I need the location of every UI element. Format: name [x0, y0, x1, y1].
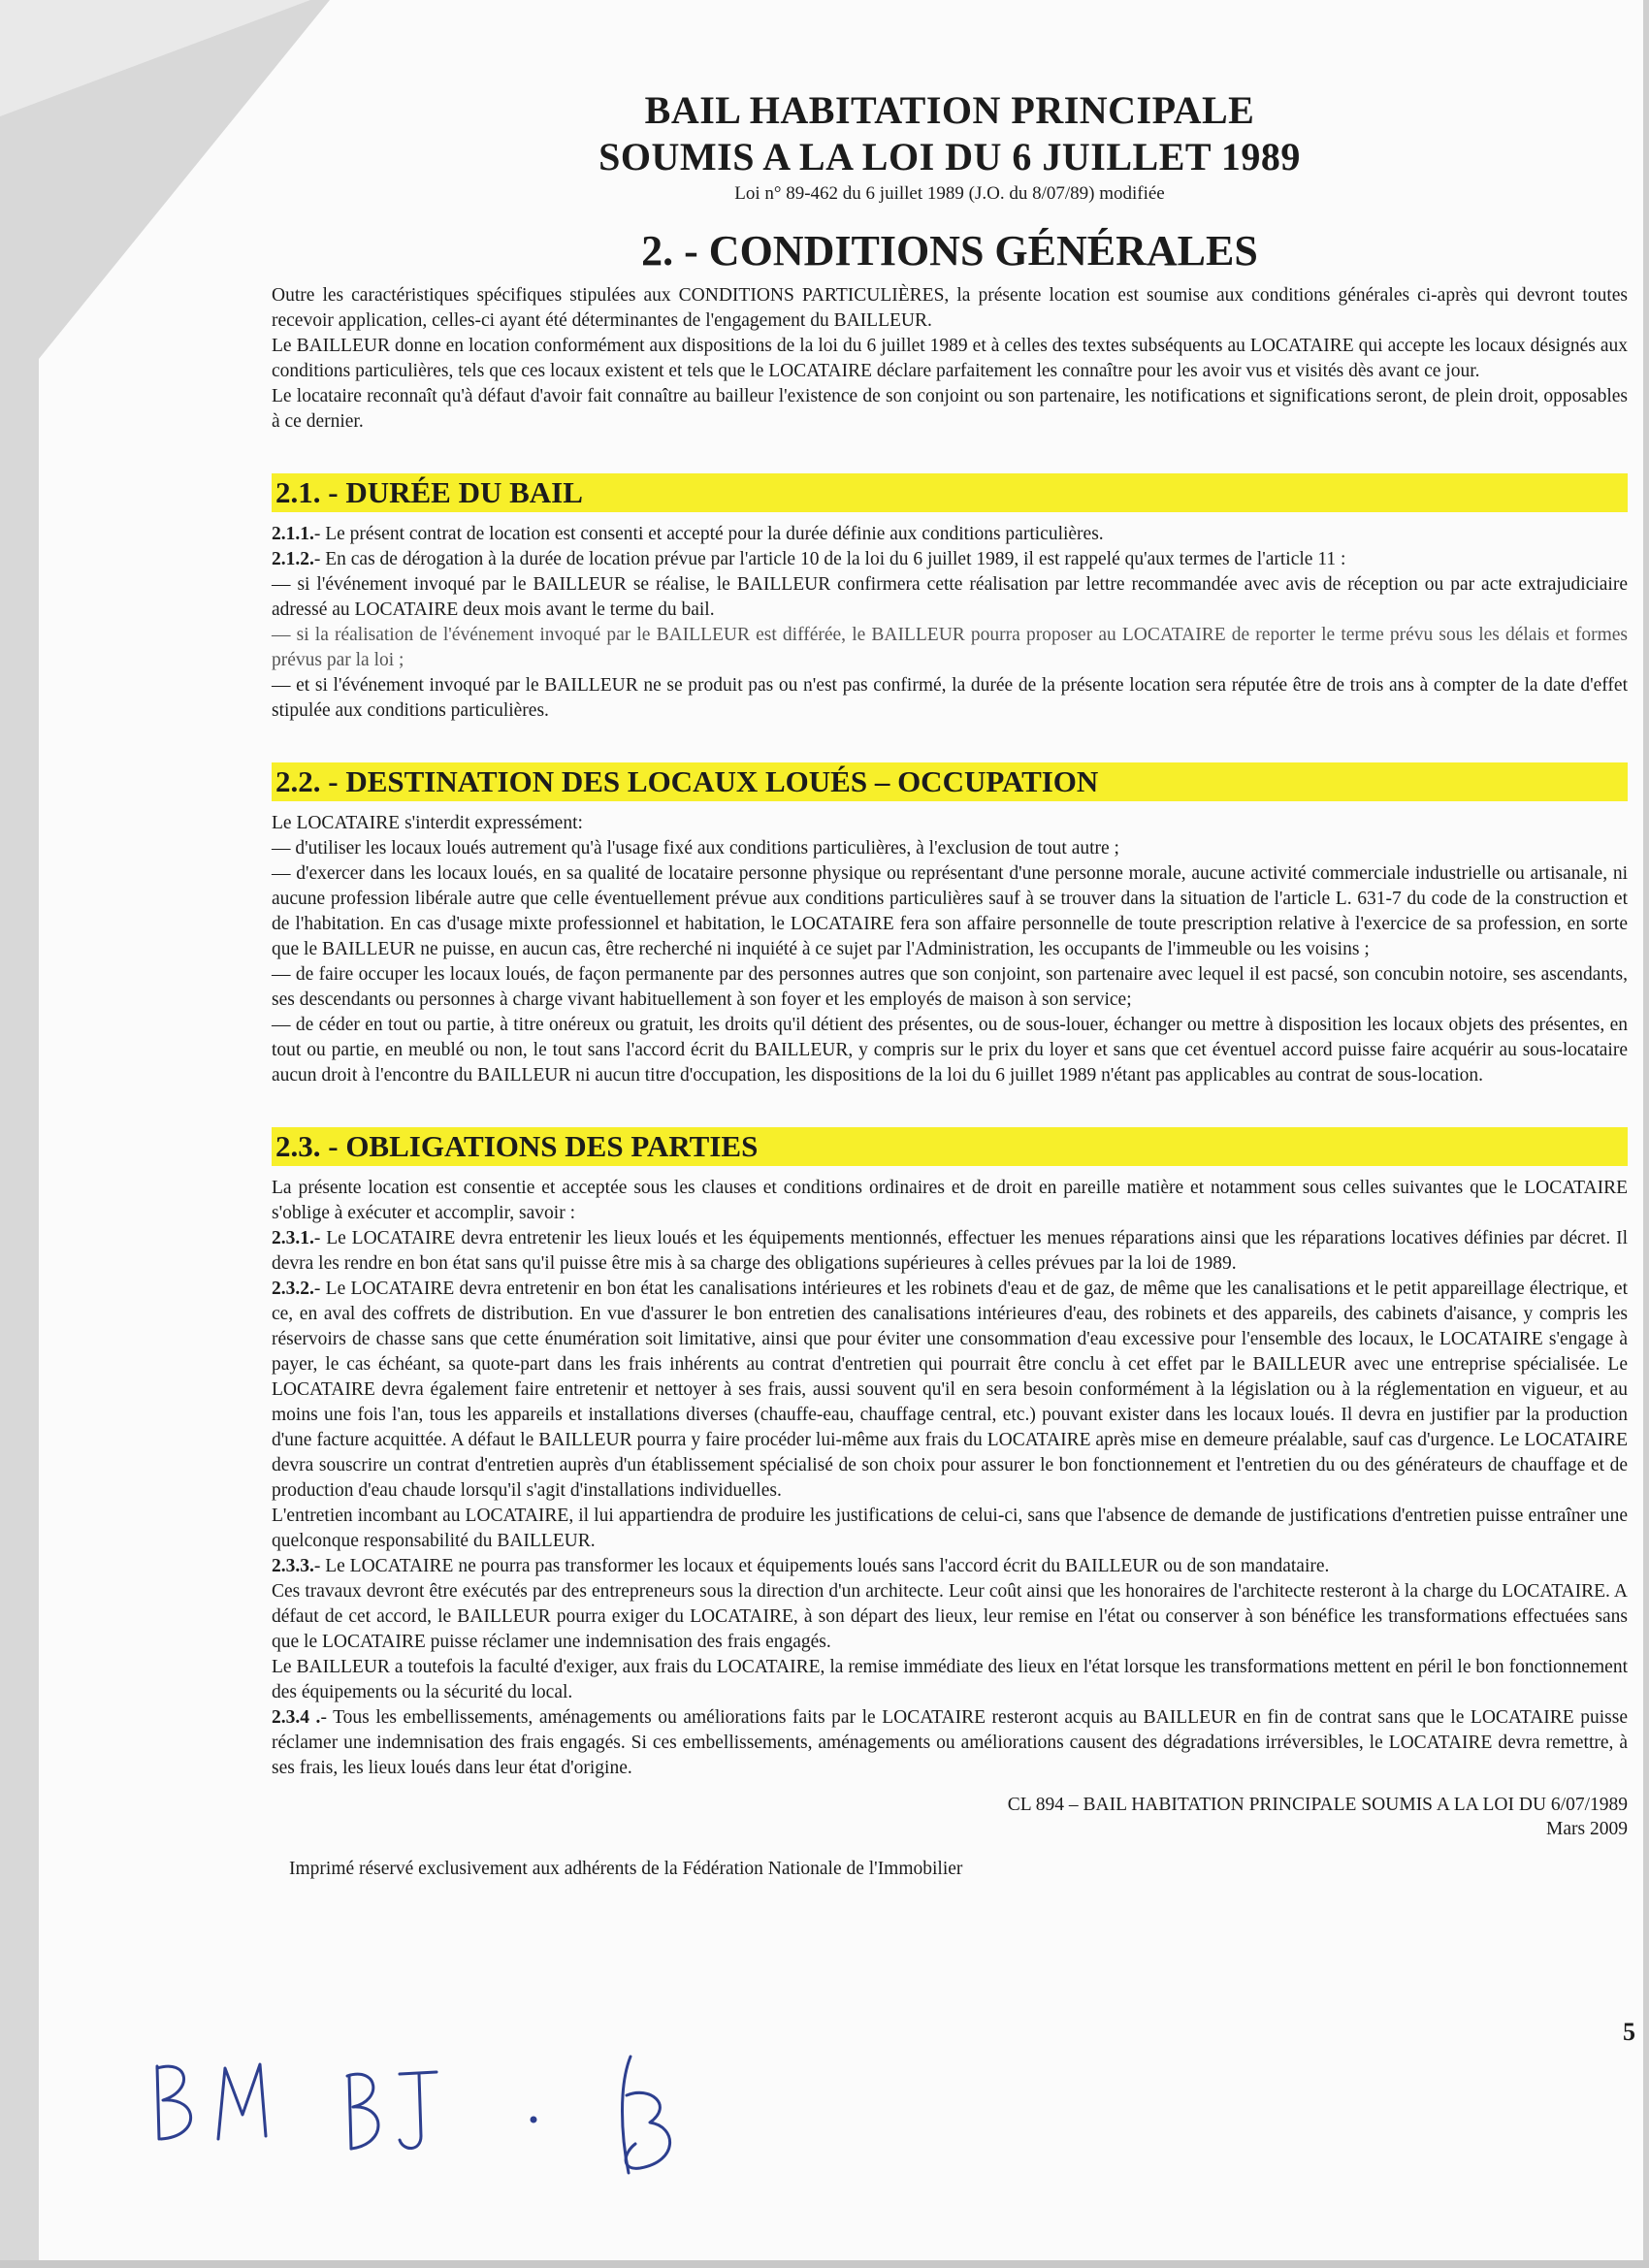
clause-2-2-dash-1: — d'utiliser les locaux loués autrement qu'à l'usage fixé aux conditions particulières, à l'exclusion de tout autre ;	[272, 838, 1119, 859]
clause-2-3-3-continued: Ces travaux devront être exécutés par des entrepreneurs sous la direction d'un architecte. Leur coût ainsi que les honoraires de l'architecte resteront à la charge du LOCATAIRE. A défaut de cet accord, le BAILLEUR pourra exiger du LOCATAIRE, à son départ des lieux, leur remise en l'état ou conserver à son bénéfice les transformations effectuées sans que le LOCATAIRE puisse réclamer une indemnisation des frais engagés.	[272, 1581, 1628, 1652]
initials-bm-mark	[157, 2064, 266, 2139]
section-2-2-heading: 2.2. - DESTINATION DES LOCAUX LOUÉS – OCCUPATION	[272, 762, 1628, 801]
clause-2-2-dash-4: — de céder en tout ou partie, à titre onéreux ou gratuit, les droits qu'il détient des présentes, ou de sous-louer, échanger ou mettre à disposition les locaux objets des présentes, en tout ou partie, en meublé ou non, le tout sans l'accord écrit du BAILLEUR, y compris sur le prix du loyer et sans que cet éventuel accord puisse faire acquérir au sous-locataire aucun droit à l'encontre du BAILLEUR ni aucun titre d'occupation, les dispositions de la loi du 6 juillet 1989 n'étant pas applicables au contrat de sous-location.	[272, 1015, 1628, 1085]
clause-2-2-lead: Le LOCATAIRE s'interdit expressément:	[272, 813, 583, 833]
clause-text: - Le LOCATAIRE devra entretenir les lieux loués et les équipements mentionnés, effectuer les menues réparations ainsi que les réparations locatives définies par décret. Il devra les rendre en bon état sans qu'il puisse être mis à sa charge des obligations supérieures à celles prévues par la loi de 1989.	[272, 1228, 1628, 1274]
clause-number: 2.3.4 .	[272, 1707, 321, 1728]
document-date: Mars 2009	[1546, 1819, 1628, 1839]
clause-number: 2.3.2.	[272, 1279, 314, 1299]
clause-2-3-3	[272, 1554, 1628, 1579]
title-line-2: SOUMIS A LA LOI DU 6 JUILLET 1989	[598, 135, 1301, 178]
clause-2-3-3-continued-2: Le BAILLEUR a toutefois la faculté d'exiger, aux frais du LOCATAIRE, la remise immédiate des lieux en l'état lorsque les transformations mettent en péril le bon fonctionnement des équipements ou la sécurité du local.	[272, 1657, 1628, 1702]
clause-2-3-lead: La présente location est consentie et acceptée sous les clauses et conditions ordinaires et de droit en pareille matière et notamment sous celles suivantes que le LOCATAIRE s'oblige à exécuter et accomplir, savoir :	[272, 1178, 1628, 1223]
clause-2-2-dash-2: — d'exercer dans les locaux loués, en sa qualité de locataire personne physique ou représentant d'une personne morale, aucune activité commerciale industrielle ou artisanale, ni aucune profession libérale autre que celle éventuellement prévue aux conditions particulières sauf à se trouver dans la situation de l'article L. 631-7 du code de la construction et de l'habitation. En cas d'usage mixte professionnel et habitation, le LOCATAIRE fera son affaire personnelle de toute prescription relative à l'exercice de sa profession, en sorte que le BAILLEUR ne puisse, en aucun cas, être recherché ni inquiété à ce sujet par l'Administration, les occupants de l'immeuble ou les voisins ;	[272, 863, 1628, 959]
clause-number: 2.3.1.	[272, 1228, 314, 1248]
page-number: 5	[1623, 2018, 1635, 2046]
clause-2-1-1	[272, 522, 1628, 547]
section-2-1-heading: 2.1. - DURÉE DU BAIL	[272, 473, 1628, 512]
clause-2-3-1	[272, 1226, 1628, 1277]
signature-mark	[623, 2057, 670, 2173]
document-body	[272, 87, 1628, 1882]
handwritten-initials	[146, 2047, 824, 2183]
main-heading: 2. - CONDITIONS GÉNÉRALES	[641, 227, 1258, 275]
clause-text: - En cas de dérogation à la durée de location prévue par l'article 10 de la loi du 6 juillet 1989, il est rappelé qu'aux termes de l'article 11 :	[313, 549, 1346, 569]
intro-paragraph-2: Le BAILLEUR donne en location conformément aux dispositions de la loi du 6 juillet 1989 et à celles des textes subséquents au LOCATAIRE qui accepte les locaux désignés aux conditions particulières, tels que ces locaux existent et tels que le LOCATAIRE déclare parfaitement les connaître pour les avoir vus et visités dès avant ce jour.	[272, 336, 1628, 381]
clause-number: 2.1.1.	[272, 524, 314, 544]
clause-2-3-2-continued: L'entretien incombant au LOCATAIRE, il lui appartiendra de produire les justifications de celui-ci, sans que l'absence de demande de justifications d'entretien puisse entraîner une quelconque responsabilité du BAILLEUR.	[272, 1506, 1628, 1551]
page-edge-right	[1643, 0, 1649, 2268]
clause-2-3-2	[272, 1277, 1628, 1504]
clause-text: - Tous les embellissements, aménagements ou améliorations faits par le LOCATAIRE resteront acquis au BAILLEUR en fin de contrat sans que le LOCATAIRE puisse réclamer une indemnisation des frais engagés. Si ces embellissements, aménagements ou améliorations causent des dégradations irréversibles, le LOCATAIRE devra remettre, à ses frais, les lieux loués dans leur état d'origine.	[272, 1707, 1628, 1778]
clause-2-3-4	[272, 1705, 1628, 1781]
clause-2-1-dash-3: — et si l'événement invoqué par le BAILLEUR ne se produit pas ou n'est pas confirmé, la durée de la présente location sera réputée être de trois ans à compter de la date d'effet stipulée aux conditions particulières.	[272, 675, 1628, 721]
clause-2-2-dash-3: — de faire occuper les locaux loués, de façon permanente par des personnes autres que son conjoint, son partenaire avec lequel il est pacsé, son concubin notoire, ses ascendants, ses descendants ou personnes à charge vivant habituellement à son foyer et les employés de maison à son service;	[272, 964, 1628, 1010]
page-edge-bottom	[0, 2260, 1649, 2268]
section-2-3-heading: 2.3. - OBLIGATIONS DES PARTIES	[272, 1127, 1628, 1166]
clause-text: - Le LOCATAIRE devra entretenir en bon état les canalisations intérieures et les robinets d'eau et de gaz, de même que les canalisations et le petit appareillage électrique, et ce, en aval des coffrets de distribution. En vue d'assurer le bon entretien des canalisations intérieures d'eau, des robinets et des appareils, des cabinets d'aisance, y compris les réservoirs de chasse sans que cette énumération soit limitative, ainsi que pour éviter une consommation d'eau excessive pour l'ensemble des locaux, le LOCATAIRE s'engage à payer, le cas échéant, sa quote-part dans les frais inhérents au contrat d'entretien qui pourrait être conclu à cet effet par le BAILLEUR avec une entreprise spécialisée. Le LOCATAIRE devra également faire entretenir et nettoyer à ses frais, aussi souvent qu'il en sera besoin conformément à la législation ou à la réglementation en vigueur, et au moins une fois l'an, tous les appareils et installations diverses (chauffe-eau, chauffage central, etc.) pouvant exister dans les locaux loués. Il devra en justifier par la production d'une facture acquittée. A défaut le BAILLEUR pourra y faire procéder lui-même aux frais du LOCATAIRE après mise en demeure préalable, sauf cas d'urgence. Le LOCATAIRE devra souscrire un contrat d'entretien auprès d'un établissement spécialisé de son choix pour assurer le bon fonctionnement et l'entretien du ou des générateurs de chauffage et de production d'eau chaude lorsqu'il s'agit d'installations individuelles.	[272, 1279, 1628, 1501]
clause-2-1-dash-1: — si l'événement invoqué par le BAILLEUR se réalise, le BAILLEUR confirmera cette réalisation par lettre recommandée avec avis de réception ou par acte extrajudiciaire adressé au LOCATAIRE deux mois avant le terme du bail.	[272, 574, 1628, 620]
intro-paragraph-3: Le locataire reconnaît qu'à défaut d'avoir fait connaître au bailleur l'existence de son conjoint ou son partenaire, les notifications et significations seront, de plein droit, opposables à ce dernier.	[272, 386, 1628, 432]
clause-text: - Le présent contrat de location est consenti et accepté pour la durée définie aux conditions particulières.	[313, 524, 1104, 544]
clause-2-1-2	[272, 547, 1628, 572]
title-line-1: BAIL HABITATION PRINCIPALE	[644, 88, 1255, 132]
clause-2-1-dash-2: — si la réalisation de l'événement invoqué par le BAILLEUR est différée, le BAILLEUR pourra proposer au LOCATAIRE de reporter le terme prévu sous les délais et formes prévus par la loi ;	[272, 625, 1628, 670]
clause-number: 2.3.3.	[272, 1556, 314, 1576]
clause-number: 2.1.2.	[272, 549, 314, 569]
law-reference: Loi n° 89-462 du 6 juillet 1989 (J.O. du 8/07/89) modifiée	[734, 183, 1165, 204]
initials-bj-mark	[347, 2072, 436, 2149]
document-reference: CL 894 – BAIL HABITATION PRINCIPALE SOUMIS A LA LOI DU 6/07/1989	[1007, 1795, 1628, 1815]
intro-paragraph-1: Outre les caractéristiques spécifiques stipulées aux CONDITIONS PARTICULIÈRES, la présente location est soumise aux conditions générales ci-après qui devront toutes recevoir application, celles-ci ayant été déterminantes de l'engagement du BAILLEUR.	[272, 285, 1628, 331]
printing-notice: Imprimé réservé exclusivement aux adhérents de la Fédération Nationale de l'Immobilier	[289, 1859, 963, 1879]
clause-text: - Le LOCATAIRE ne pourra pas transformer les locaux et équipements loués sans l'accord écrit du BAILLEUR ou de son mandataire.	[313, 1556, 1330, 1576]
